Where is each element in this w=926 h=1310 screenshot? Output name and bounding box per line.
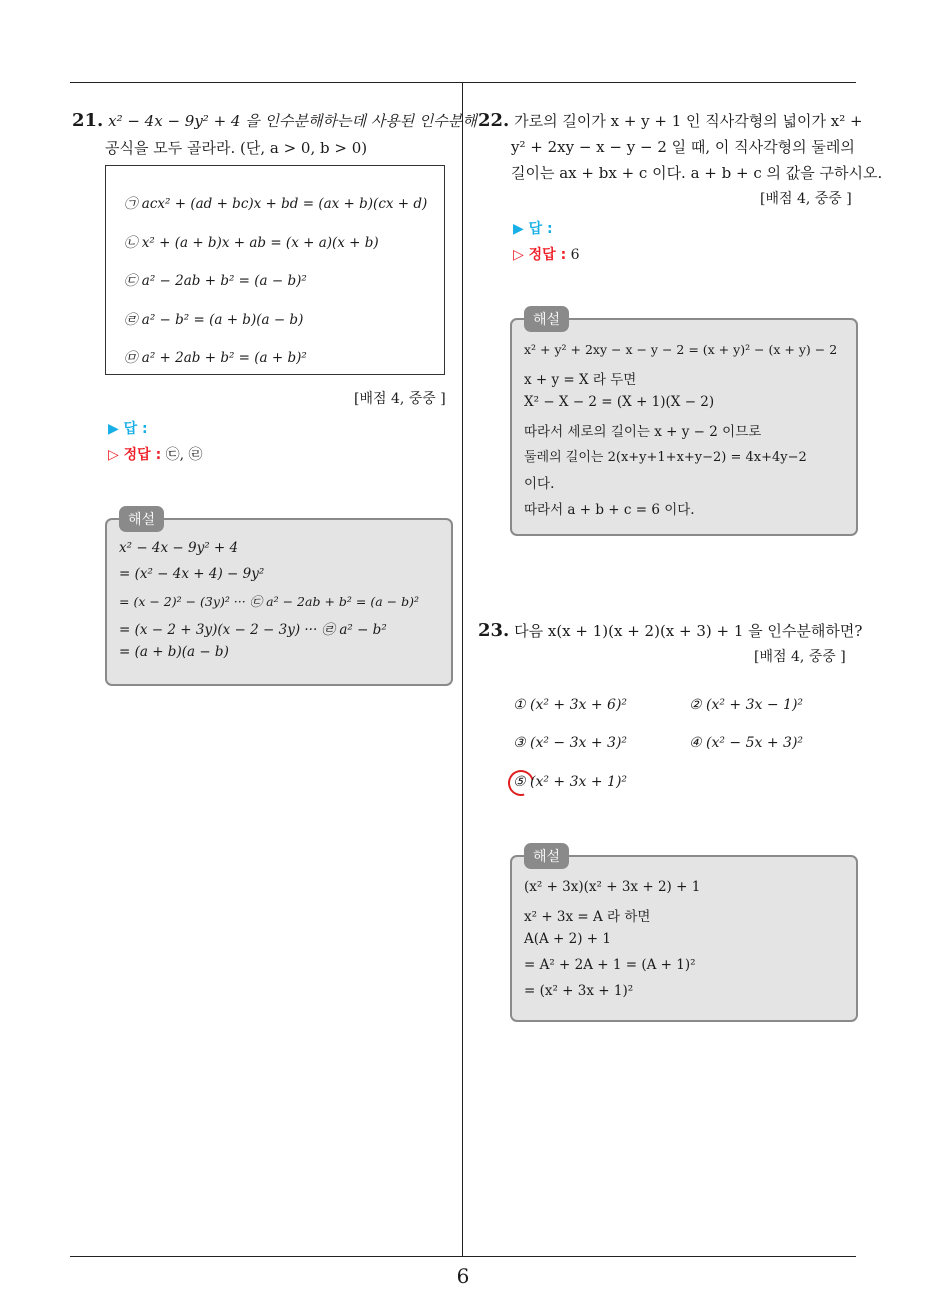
question-text: 길이는 ax + bx + c 이다. a + b + c 의 값을 구하시오. xyxy=(511,164,883,182)
formula-item: ㉤ a² + 2ab + b² = (a + b)² xyxy=(124,350,307,366)
solution-tag: 해설 xyxy=(524,843,569,869)
formula-item: ㉢ a² − 2ab + b² = (a − b)² xyxy=(124,273,307,289)
correct-label: ▷ 정답 : xyxy=(513,247,567,263)
question-text: 공식을 모두 골라라. (단, a > 0, b > 0) xyxy=(105,139,368,157)
question-number: 21. xyxy=(72,110,104,131)
formula-item: ㉣ a² − b² = (a + b)(a − b) xyxy=(124,312,304,328)
column-divider xyxy=(462,82,463,1256)
score-label: [배점 4, 중중 ] xyxy=(754,649,846,665)
solution-line: = (x − 2)² − (3y)² ··· ㉢ a² − 2ab + b² = (a − b)² xyxy=(119,594,419,609)
solution-tag: 해설 xyxy=(119,506,164,532)
solution-tag: 해설 xyxy=(524,306,569,332)
question-text: x² − 4x − 9y² + 4 을 인수분해하는데 사용된 인수분해 xyxy=(108,112,477,130)
solution-line: x² − 4x − 9y² + 4 xyxy=(119,540,239,556)
solution-line: x + y = X 라 두면 xyxy=(524,372,637,388)
footer-rule xyxy=(70,1256,856,1257)
solution-line: = (x² − 4x + 4) − 9y² xyxy=(119,566,265,582)
solution-box xyxy=(510,312,858,536)
choice-5[interactable]: ⑤ (x² + 3x + 1)² xyxy=(513,774,628,790)
solution-line: = A² + 2A + 1 = (A + 1)² xyxy=(524,957,696,973)
solution-line: 따라서 a + b + c = 6 이다. xyxy=(524,502,695,518)
solution-box xyxy=(510,849,858,1022)
solution-line: x² + 3x = A 라 하면 xyxy=(524,909,651,925)
page-number: 6 xyxy=(456,1264,470,1288)
score-label: [배점 4, 중중 ] xyxy=(354,391,446,407)
solution-line: x² + y² + 2xy − x − y − 2 = (x + y)² − (x + y) − 2 xyxy=(524,342,838,357)
solution-line: = (x² + 3x + 1)² xyxy=(524,983,634,999)
choice-4[interactable]: ④ (x² − 5x + 3)² xyxy=(689,735,804,751)
solution-line: 둘레의 길이는 2(x+y+1+x+y−2) = 4x+4y−2 xyxy=(524,450,807,465)
question-number: 22. xyxy=(478,110,510,131)
score-label: [배점 4, 중중 ] xyxy=(760,191,852,207)
correct-value: 6 xyxy=(570,247,580,263)
correct-label: ▷ 정답 : xyxy=(108,447,162,463)
solution-line: A(A + 2) + 1 xyxy=(524,931,611,947)
solution-line: = (a + b)(a − b) xyxy=(119,644,229,660)
choice-3[interactable]: ③ (x² − 3x + 3)² xyxy=(513,735,628,751)
solution-line: (x² + 3x)(x² + 3x + 2) + 1 xyxy=(524,879,701,895)
formula-item: ㉠ acx² + (ad + bc)x + bd = (ax + b)(cx + d) xyxy=(124,196,428,212)
question-text: 가로의 길이가 x + y + 1 인 직사각형의 넓이가 x² + xyxy=(514,112,863,130)
formula-item: ㉡ x² + (a + b)x + ab = (x + a)(x + b) xyxy=(124,235,379,251)
choice-1[interactable]: ① (x² + 3x + 6)² xyxy=(513,697,628,713)
question-text: y² + 2xy − x − y − 2 일 때, 이 직사각형의 둘레의 xyxy=(511,138,855,156)
formula-box xyxy=(105,165,445,375)
header-rule xyxy=(70,82,856,83)
solution-line: 이다. xyxy=(524,476,555,492)
solution-box xyxy=(105,512,453,686)
answer-label: ▶ 답 : xyxy=(513,221,553,237)
correct-answer xyxy=(513,244,580,264)
solution-line: 따라서 세로의 길이는 x + y − 2 이므로 xyxy=(524,424,762,440)
correct-answer xyxy=(108,444,203,464)
correct-value: ㉢, ㉣ xyxy=(165,447,203,463)
solution-line: = (x − 2 + 3y)(x − 2 − 3y) ··· ㉣ a² − b² xyxy=(119,622,387,638)
choice-2[interactable]: ② (x² + 3x − 1)² xyxy=(689,697,804,713)
answer-label: ▶ 답 : xyxy=(108,421,148,437)
solution-line: X² − X − 2 = (X + 1)(X − 2) xyxy=(524,394,715,410)
question-number: 23. xyxy=(478,620,510,641)
question-text: 다음 x(x + 1)(x + 2)(x + 3) + 1 을 인수분해하면? xyxy=(514,622,863,640)
